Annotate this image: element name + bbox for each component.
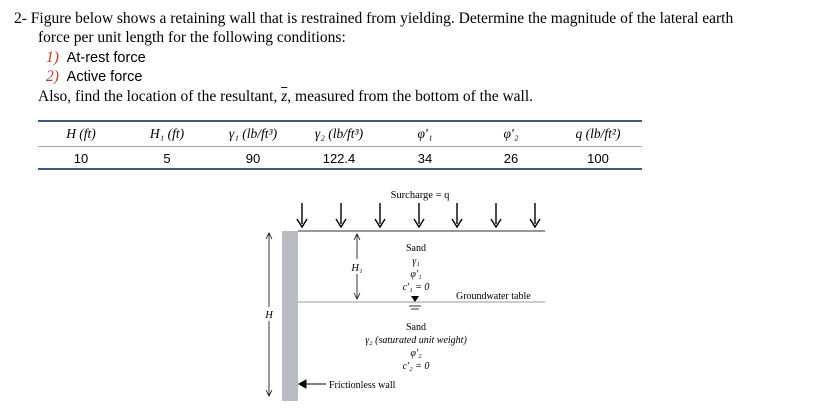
layer2-gamma: γ₂ (saturated unit weight) — [365, 335, 467, 346]
frictionless-wall-pointer — [299, 380, 326, 388]
item-label: Active force — [66, 69, 143, 85]
layer1-cohesion: c'₁ = 0 — [402, 282, 430, 293]
table-header-cell: H₁ (ft) — [149, 126, 185, 141]
groundwater-label: Groundwater table — [456, 291, 531, 302]
table-header-cell: φ'₁ — [417, 126, 433, 141]
table-value-cell: 100 — [587, 151, 609, 166]
also-text-post: , measured from the bottom of the wall. — [287, 88, 534, 105]
layer1-phi: φ'₁ — [410, 269, 422, 280]
table-value-cell: 5 — [163, 151, 171, 166]
table-value-cell: 90 — [245, 151, 261, 166]
surcharge-arrows — [297, 203, 540, 227]
layer1-gamma: γ₁ — [412, 256, 420, 267]
table-value-cell: 10 — [73, 151, 89, 166]
h-label: H — [265, 310, 273, 321]
table-header-cell: q (lb/ft²) — [575, 126, 621, 141]
also-text-pre: Also, find the location of the resultant, — [38, 88, 278, 105]
layer1-material: Sand — [406, 243, 426, 254]
question-line-2: force per unit length for the following conditions: — [38, 29, 346, 46]
z-bar-symbol: $\overline{z}$ — [281, 88, 288, 105]
table-header-cell: φ'₂ — [503, 126, 519, 141]
table-header-cell: γ₁ (lb/ft³) — [228, 126, 278, 141]
retaining-wall — [282, 231, 298, 401]
item-number: 1) — [46, 49, 59, 66]
table-value-cell: 122.4 — [322, 151, 356, 166]
layer2-phi: φ'₂ — [410, 348, 422, 359]
surcharge-label: Surcharge = q — [390, 190, 450, 201]
layer2-cohesion: c'₂ = 0 — [402, 361, 430, 372]
question-line-1: 2- Figure below shows a retaining wall that is restrained from yielding. Determine the magnitude of the lateral earth — [14, 10, 734, 27]
table-value-cell: 34 — [417, 151, 433, 166]
item-label: At-rest force — [66, 50, 146, 66]
layer2-material: Sand — [406, 322, 426, 333]
h1-label: H₁ — [351, 263, 363, 274]
table-header-cell: H (ft) — [66, 126, 96, 141]
table-value-cell: 26 — [503, 151, 519, 166]
item-number: 2) — [46, 68, 59, 85]
frictionless-wall-label: Frictionless wall — [329, 380, 396, 391]
table-header-cell: γ₂ (lb/ft³) — [314, 126, 364, 141]
